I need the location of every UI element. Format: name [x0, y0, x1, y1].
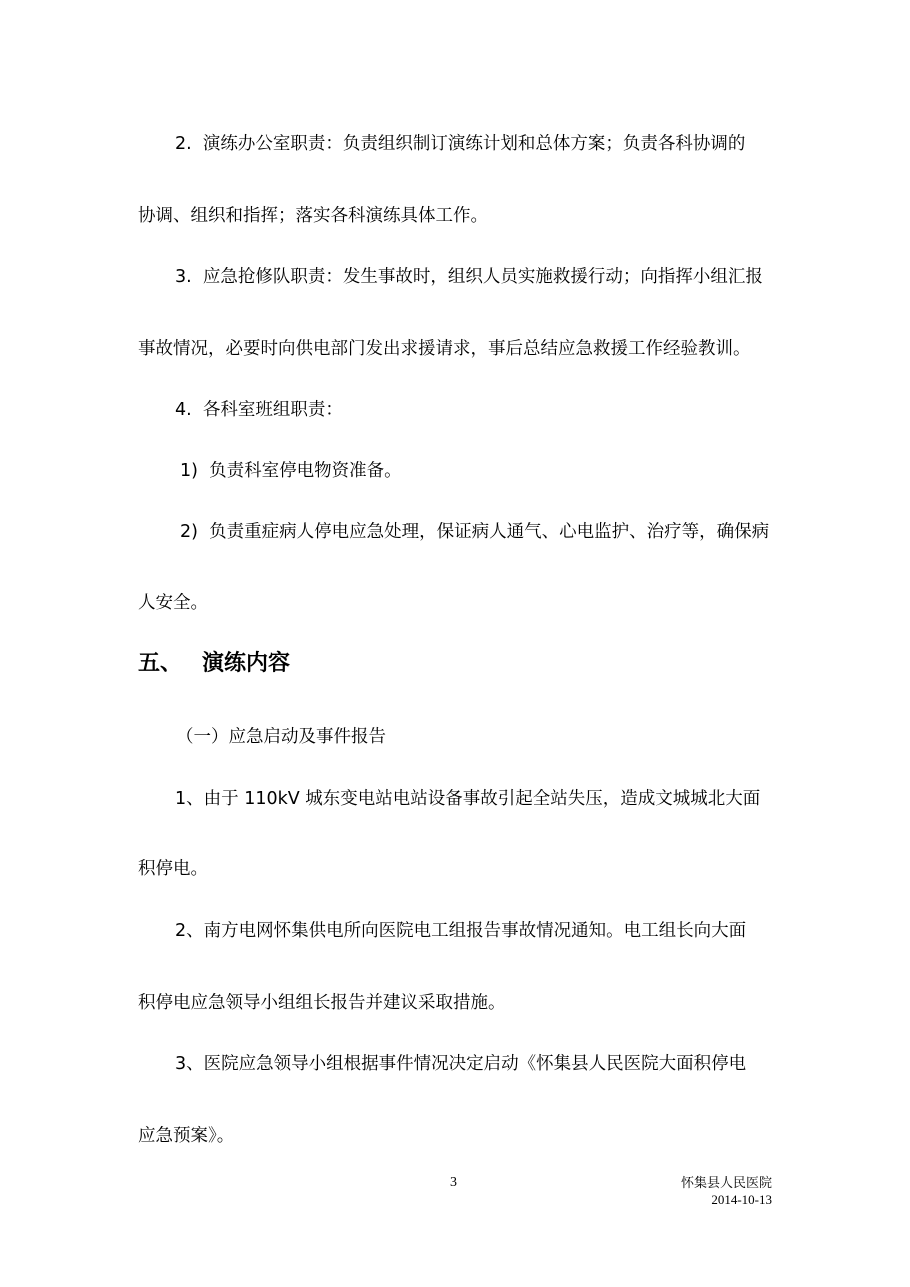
- section-number: 五、: [138, 651, 183, 676]
- item-line: 积停电。: [138, 859, 208, 879]
- paragraph-line: 2. 演练办公室职责：负责组织制订演练计划和总体方案；负责各科协调的: [175, 134, 746, 154]
- paragraph-line: 1) 负责科室停电物资准备。: [180, 461, 402, 481]
- paragraph-line: 协调、组织和指挥；落实各科演练具体工作。: [138, 206, 488, 226]
- item-line: 2、南方电网怀集供电所向医院电工组报告事故情况通知。电工组长向大面: [175, 921, 747, 941]
- footer-info: [681, 1176, 772, 1208]
- item-line: 积停电应急领导小组组长报告并建议采取措施。: [138, 993, 506, 1013]
- footer-org: 怀集县人民医院: [680, 1176, 772, 1191]
- section-heading: [138, 650, 290, 678]
- item-line: 应急预案》。: [138, 1126, 235, 1146]
- subsection-heading: （一）应急启动及事件报告: [176, 727, 386, 747]
- paragraph-line: 4. 各科室班组职责：: [175, 400, 343, 420]
- paragraph-line: 2) 负责重症病人停电应急处理，保证病人通气、心电监护、治疗等，确保病: [180, 522, 770, 542]
- item-line: 1、由于 110kV 城东变电站电站设备事故引起全站失压，造成文城城北大面: [175, 789, 761, 809]
- paragraph-line: 3. 应急抢修队职责：发生事故时，组织人员实施救援行动；向指挥小组汇报: [175, 267, 763, 287]
- paragraph-line: 事故情况，必要时向供电部门发出求援请求，事后总结应急救援工作经验教训。: [138, 339, 751, 359]
- item-line: 3、医院应急领导小组根据事件情况决定启动《怀集县人民医院大面积停电: [175, 1054, 747, 1074]
- page-number: 3: [450, 1175, 457, 1190]
- footer-date: 2014-10-13: [711, 1192, 772, 1207]
- paragraph-line: 人安全。: [138, 593, 208, 613]
- section-title: 演练内容: [202, 651, 291, 676]
